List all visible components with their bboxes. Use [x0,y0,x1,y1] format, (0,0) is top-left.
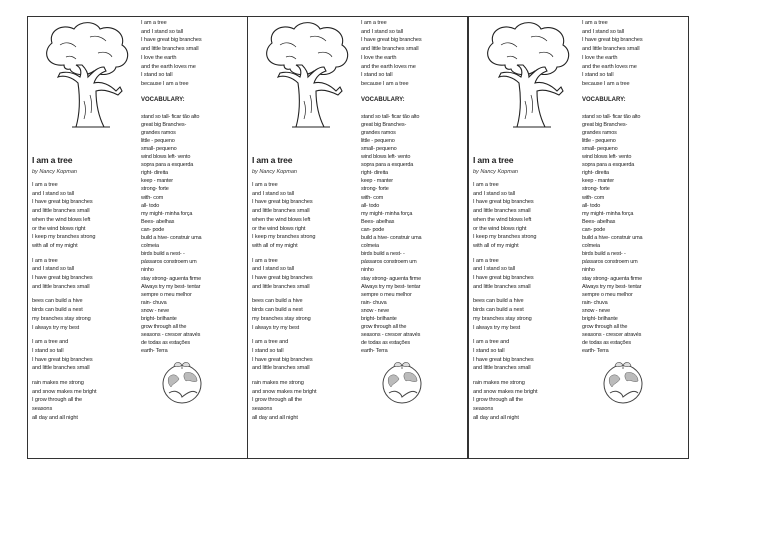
poem-stanza [252,338,360,373]
vocabulary-item: ninho [582,267,595,274]
vocabulary-item: seasons - crescer através [141,332,201,339]
vocabulary-item: stand so tall- ficar tão alto [361,113,420,120]
poem-author: by Nancy Kopman [252,169,297,175]
poem-line: and I stand so tall [32,190,74,197]
poem-line: my branches stay strong [252,315,311,322]
poem-line: all day and all night [252,414,298,421]
vocabulary-item: small- pequeno [361,146,397,152]
poem-line: seasons [32,406,53,413]
poem-stanza [32,338,140,373]
poem-line: with all of my might [252,242,298,249]
poem-line: and I stand so tall [361,28,403,35]
tree-illustration-icon [36,21,134,129]
poem-line: I stand so tall [32,347,64,354]
vocabulary-item: grow through all the [141,324,187,331]
poem-line: I have great big branches [32,275,93,282]
bookmark-card [27,16,248,459]
poem-line: birds can build a nest [473,307,524,314]
vocabulary-item: de todas as estações [582,340,631,347]
poem-stanza [473,257,581,292]
vocabulary-item: birds build a nest- - [361,251,405,258]
vocabulary-item: stay strong- aguenta firme [361,275,421,282]
vocabulary-item: sopra para a esquerda [582,162,635,169]
poem-stanza [473,379,581,423]
poem-line: my branches stay strong [473,315,532,322]
vocabulary-item: bright- brilhante [141,315,177,322]
vocabulary-item: birds build a nest- - [582,251,626,258]
tree-illustration-icon [256,21,354,129]
poem-line: I am a tree [473,257,499,264]
poem-line: all day and all night [32,414,78,421]
poem-stanza [252,181,360,251]
poem-line: my branches stay strong [32,315,91,322]
poem-stanzas [252,181,360,423]
poem-line: and I stand so tall [582,28,624,35]
vocabulary-item: bright- brilhante [361,315,397,322]
vocabulary-item: with- com [361,194,384,201]
vocabulary-item: great big Branches- [141,121,187,128]
vocabulary-item: sopra para a esquerda [361,162,414,169]
poem-line: I have great big branches [252,275,313,282]
poem-line: and little branches small [582,46,640,53]
poem-line: I am a tree [252,257,278,264]
vocabulary-heading: VOCABULARY: [582,96,626,103]
vocabulary-item: build a hive- construir uma [141,235,202,242]
vocabulary-item: sempre o meu melhor [361,291,412,298]
vocabulary-item: stay strong- aguenta firme [141,275,201,282]
poem-stanza [32,257,140,292]
vocabulary-item: right- direita [582,170,609,177]
poem-line: I always try my best [252,324,300,331]
poem-line: I am a tree and [252,339,289,346]
vocabulary-item: stand so tall- ficar tão alto [141,113,200,120]
poem-line: and I stand so tall [252,190,294,197]
poem-line: and little branches small [361,46,419,53]
vocabulary-item: great big Branches- [361,121,407,128]
poem-line: and the earth loves me [582,63,637,70]
poem-line: and I stand so tall [32,266,74,273]
vocabulary-item: Bees- abelhas [361,218,395,225]
vocabulary-item: great big Branches- [582,121,628,128]
poem-line: because I am a tree [582,80,630,87]
poem-line: all day and all night [473,414,519,421]
tree-illustration-icon [477,21,575,129]
poem-line: I love the earth [141,54,177,61]
poem-line: or the wind blows right [252,225,306,232]
poem-line: I stand so tall [141,72,173,79]
poem-line: I am a tree and [473,339,510,346]
poem-line: I have great big branches [473,199,534,206]
earth-hands-icon [379,359,425,405]
poem-line: and snow makes me bright [32,388,97,395]
poem-stanza [473,297,581,332]
poem-line: bees can build a hive [473,298,524,305]
vocabulary-item: grow through all the [361,324,407,331]
vocabulary-item: right- direita [361,170,388,177]
vocabulary-item: wind blows left- vento [141,154,191,161]
vocabulary-item: seasons - crescer através [582,332,642,339]
poem-line: I stand so tall [361,72,393,79]
poem-final-stanza [141,19,247,89]
vocabulary-item: all- todo [141,202,160,209]
poem-line: and little branches small [473,365,531,372]
vocabulary-item: bright- brilhante [582,315,618,322]
poem-line: and little branches small [473,208,531,215]
poem-line: rain makes me strong [252,380,304,387]
vocabulary-item: sempre o meu melhor [141,291,192,298]
poem-stanzas [473,181,581,423]
poem-line: or the wind blows right [473,225,527,232]
vocabulary-item: with- com [141,194,164,201]
vocabulary-item: keep - manter [582,178,614,185]
poem-line: and snow makes me bright [473,388,538,395]
vocabulary-item: little - pequeno [361,137,395,144]
poem-line: I am a tree [361,20,387,26]
poem-line: I keep my branches strong [32,234,96,241]
vocabulary-item: sempre o meu melhor [582,291,633,298]
vocabulary-item: de todas as estações [141,340,190,347]
vocabulary-item: keep - manter [361,178,393,185]
vocabulary-item: de todas as estações [361,340,410,347]
poem-line: I grow through all the [252,397,303,404]
vocabulary-item: colmeia [582,243,600,250]
vocabulary-item: keep - manter [141,178,173,185]
poem-line: and the earth loves me [141,63,196,70]
vocabulary-item: pássaros constroem um [361,259,417,266]
vocabulary-item: my might- minha força [141,210,193,217]
poem-line: I have great big branches [473,356,534,363]
poem-line: because I am a tree [361,80,409,87]
vocabulary-list [582,113,688,356]
vocabulary-item: colmeia [361,243,379,250]
vocabulary-item: all- todo [582,202,601,209]
poem-line: and little branches small [141,46,199,53]
poem-line: and snow makes me bright [252,388,317,395]
poem-line: I always try my best [473,324,521,331]
poem-line: I love the earth [361,54,397,61]
poem-line: I am a tree [252,182,278,188]
vocabulary-item: ninho [141,267,154,274]
vocabulary-item: can- pode [141,226,165,233]
poem-line: and I stand so tall [141,28,183,35]
vocabulary-heading: VOCABULARY: [361,96,405,103]
poem-line: I am a tree [32,257,58,264]
poem-author: by Nancy Kopman [32,169,77,175]
poem-stanza [252,257,360,292]
vocabulary-item: my might- minha força [361,210,413,217]
vocabulary-item: Always try my best- tentar [141,283,201,290]
vocabulary-item: pássaros constroem um [141,259,197,266]
poem-line: I keep my branches strong [473,234,537,241]
poem-line: I am a tree and [32,339,69,346]
poem-line: with all of my might [473,242,519,249]
poem-line: I grow through all the [473,397,524,404]
poem-line: I have great big branches [252,199,313,206]
poem-stanza [32,297,140,332]
vocabulary-item: earth- Terra [361,348,388,355]
vocabulary-item: stand so tall- ficar tão alto [582,113,641,120]
poem-final-stanza [361,19,467,89]
poem-column [32,21,140,423]
vocabulary-column [361,19,467,405]
vocabulary-item: strong- forte [582,186,610,193]
poem-line: seasons [473,406,494,413]
vocabulary-item: can- pode [582,226,606,233]
poem-title: I am a tree [32,155,73,165]
vocabulary-item: earth- Terra [141,348,168,355]
poem-title: I am a tree [252,155,293,165]
poem-stanza [473,338,581,373]
poem-line: I love the earth [582,54,618,61]
vocabulary-item: wind blows left- vento [582,154,632,161]
poem-line: I have great big branches [32,199,93,206]
poem-line: and I stand so tall [252,266,294,273]
poem-line: rain makes me strong [473,380,525,387]
poem-line: I have great big branches [141,37,202,44]
poem-line: I am a tree [473,182,499,188]
vocabulary-column [141,19,247,405]
poem-line: birds can build a nest [32,307,83,314]
vocabulary-item: with- com [582,194,605,201]
poem-line: I keep my branches strong [252,234,316,241]
poem-stanzas [32,181,140,423]
vocabulary-item: can- pode [361,226,385,233]
vocabulary-item: right- direita [141,170,168,177]
poem-line: and little branches small [252,283,310,290]
poem-title: I am a tree [473,155,514,165]
vocabulary-item: colmeia [141,243,159,250]
poem-line: I stand so tall [473,347,505,354]
vocabulary-item: sopra para a esquerda [141,162,194,169]
earth-hands-icon [159,359,205,405]
poem-stanza [32,379,140,423]
vocabulary-item: Bees- abelhas [582,218,616,225]
poem-line: I am a tree [582,20,608,26]
poem-line: I have great big branches [32,356,93,363]
vocabulary-item: little - pequeno [141,137,175,144]
poem-line: I am a tree [32,182,58,188]
poem-line: rain makes me strong [32,380,84,387]
poem-line: with all of my might [32,242,78,249]
poem-line: bees can build a hive [252,298,303,305]
poem-line: because I am a tree [141,80,189,87]
vocabulary-item: strong- forte [361,186,389,193]
poem-author: by Nancy Kopman [473,169,518,175]
poem-line: I stand so tall [252,347,284,354]
vocabulary-item: little - pequeno [582,137,616,144]
poem-line: I stand so tall [582,72,614,79]
poem-line: seasons [252,406,273,413]
poem-stanza [473,181,581,251]
vocabulary-item: rain- chuva [361,299,387,306]
poem-stanza [252,379,360,423]
vocabulary-item: grandes ramos [141,129,176,136]
poem-column [252,21,360,423]
vocabulary-item: build a hive- construir uma [582,235,643,242]
poem-final-stanza [582,19,688,89]
poem-line: I have great big branches [252,356,313,363]
vocabulary-list [361,113,467,356]
poem-line: birds can build a nest [252,307,303,314]
vocabulary-item: rain- chuva [141,299,167,306]
poem-line: I have great big branches [582,37,643,44]
vocabulary-item: Bees- abelhas [141,218,175,225]
poem-line: I have great big branches [473,275,534,282]
poem-line: and little branches small [32,365,90,372]
vocabulary-item: stay strong- aguenta firme [582,275,642,282]
poem-line: and I stand so tall [473,266,515,273]
poem-line: and I stand so tall [473,190,515,197]
vocabulary-item: Always try my best- tentar [582,283,642,290]
poem-line: and the earth loves me [361,63,416,70]
vocabulary-item: small- pequeno [141,146,177,152]
poem-line: I grow through all the [32,397,83,404]
vocabulary-item: small- pequeno [582,146,618,152]
vocabulary-list [141,113,247,356]
poem-line: I always try my best [32,324,80,331]
vocabulary-item: grandes ramos [582,129,617,136]
vocabulary-item: ninho [361,267,374,274]
poem-line: and little branches small [32,283,90,290]
vocabulary-item: rain- chuva [582,299,608,306]
poem-line: or the wind blows right [32,225,86,232]
poem-line: and little branches small [473,283,531,290]
vocabulary-column [582,19,688,405]
poem-line: when the wind blows left [32,216,91,223]
vocabulary-heading: VOCABULARY: [141,96,185,103]
vocabulary-item: all- todo [361,202,380,209]
poem-line: when the wind blows left [252,216,311,223]
vocabulary-item: snow - neve [582,307,611,314]
vocabulary-item: Always try my best- tentar [361,283,421,290]
poem-stanza [252,297,360,332]
poem-line: I have great big branches [361,37,422,44]
vocabulary-item: strong- forte [141,186,169,193]
vocabulary-item: pássaros constroem um [582,259,638,266]
poem-stanza [32,181,140,251]
poem-line: and little branches small [252,208,310,215]
vocabulary-item: snow - neve [141,307,170,314]
vocabulary-item: build a hive- construir uma [361,235,422,242]
earth-hands-icon [600,359,646,405]
poem-line: and little branches small [252,365,310,372]
vocabulary-item: earth- Terra [582,348,609,355]
poem-line: and little branches small [32,208,90,215]
poem-line: when the wind blows left [473,216,532,223]
poem-line: bees can build a hive [32,298,83,305]
poem-column [473,21,581,423]
poem-line: I am a tree [141,20,167,26]
vocabulary-item: my might- minha força [582,210,634,217]
vocabulary-item: grandes ramos [361,129,396,136]
vocabulary-item: seasons - crescer através [361,332,421,339]
vocabulary-item: grow through all the [582,324,628,331]
bookmark-card [247,16,468,459]
vocabulary-item: snow - neve [361,307,390,314]
vocabulary-item: birds build a nest- - [141,251,185,258]
vocabulary-item: wind blows left- vento [361,154,411,161]
bookmark-card [468,16,689,459]
